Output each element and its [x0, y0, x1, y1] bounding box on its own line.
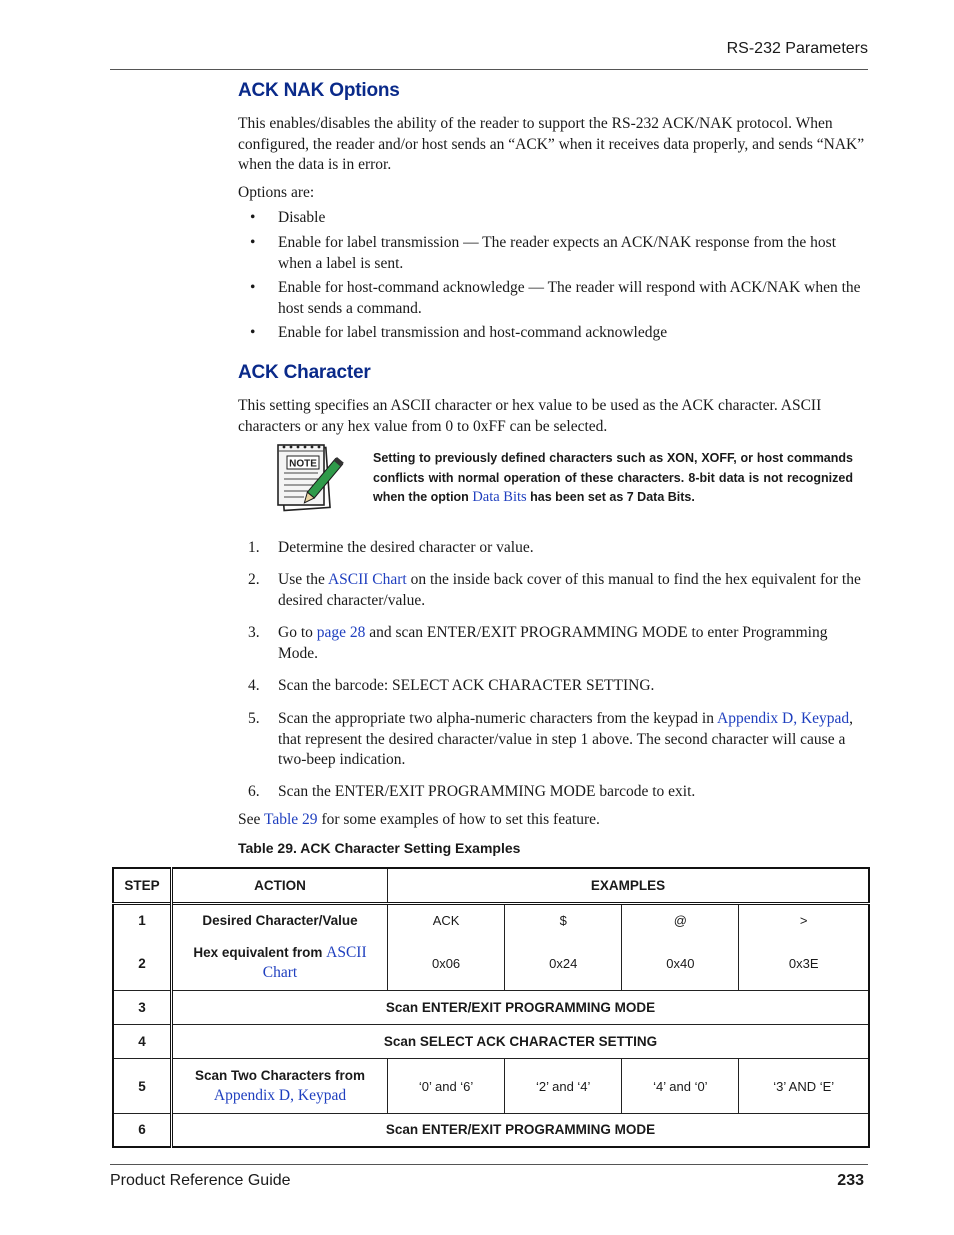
- note-text: Setting to previously defined characters such as XON, XOFF, or host commands conflicts with normal operation of these characters. 8-bit data is not recognized when the option Data Bits has been set as 7 Data Bits.: [373, 451, 853, 505]
- section-heading-ack-character: ACK Character: [238, 362, 371, 383]
- column-header-examples: EXAMPLES: [388, 868, 870, 904]
- appendix-d-keypad-link[interactable]: Appendix D, Keypad: [717, 710, 850, 727]
- section-heading-ack-nak: ACK NAK Options: [238, 80, 400, 101]
- table-caption: Table 29. ACK Character Setting Examples: [238, 840, 521, 856]
- table-row: 3 Scan ENTER/EXIT PROGRAMMING MODE: [113, 991, 869, 1025]
- note-icon: [274, 441, 344, 513]
- table-row: 4 Scan SELECT ACK CHARACTER SETTING: [113, 1025, 869, 1059]
- ack-character-intro: This setting specifies an ASCII character or hex value to be used as the ACK character. ASCII characters or any hex value from 0 to 0xFF can be selected.: [238, 397, 822, 435]
- table-header-row: [113, 868, 869, 904]
- table-row: 5 Scan Two Characters from Appendix D, Keypad ‘0’ and ‘6’ ‘2’ and ‘4’ ‘4’ and ‘0’ ‘3’ AND ‘E’: [113, 1059, 869, 1114]
- table-row: 1 Desired Character/Value ACK $ @ >: [113, 904, 869, 937]
- ack-character-table: [112, 867, 870, 1148]
- table-row: 2 Hex equivalent from ASCII Chart 0x06 0x24 0x40 0x3E: [113, 937, 869, 991]
- running-header: RS-232 Parameters: [726, 40, 868, 57]
- see-table-text: See Table 29 for some examples of how to set this feature.: [238, 811, 600, 828]
- header-rule: [110, 69, 868, 70]
- column-header-step: STEP: [113, 868, 172, 904]
- column-header-action: ACTION: [172, 868, 388, 904]
- footer-title: Product Reference Guide: [110, 1172, 291, 1189]
- page-number: 233: [837, 1172, 864, 1189]
- ascii-chart-table-link[interactable]: ASCII Chart: [262, 944, 367, 982]
- note-icon-label: NOTE: [289, 458, 317, 470]
- ascii-chart-link[interactable]: ASCII Chart: [327, 571, 407, 588]
- data-bits-link[interactable]: Data Bits: [472, 489, 527, 505]
- table-row: 6 Scan ENTER/EXIT PROGRAMMING MODE: [113, 1114, 869, 1147]
- table-29-link[interactable]: Table 29: [263, 811, 318, 828]
- page-28-link[interactable]: page 28: [316, 624, 366, 641]
- ack-nak-intro: This enables/disables the ability of the reader to support the RS-232 ACK/NAK protocol. When configured, the reader and/or host sends an “ACK” when it receives data properly, and sends “NAK” when the data is in error.: [238, 115, 865, 173]
- footer-rule: [110, 1164, 868, 1165]
- appendix-d-keypad-table-link[interactable]: Appendix D, Keypad: [213, 1087, 347, 1104]
- options-label: Options are:: [238, 184, 315, 201]
